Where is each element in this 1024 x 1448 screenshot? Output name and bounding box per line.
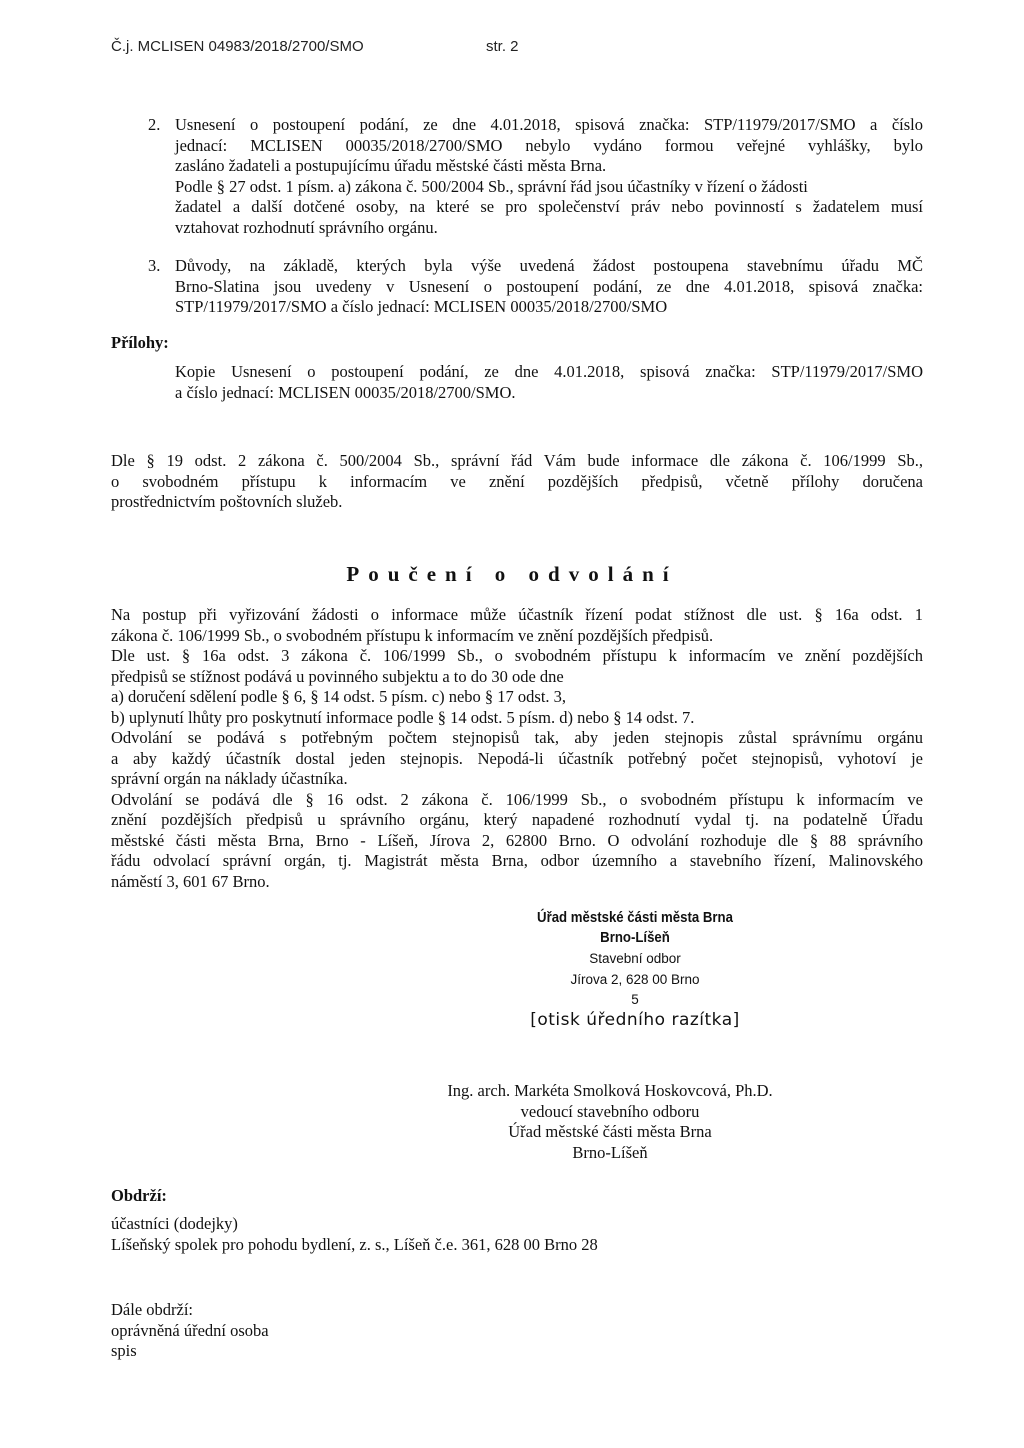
item-3-line: STP/11979/2017/SMO a číslo jednací: MCLISEN 00035/2018/2700/SMO	[175, 297, 668, 316]
appeal-heading: Poučení o odvolání	[346, 562, 678, 586]
appeal-line: řádu odvolací správní orgán, tj. Magistrát města Brna, odbor územního a stavebního řízení, Malinovského	[111, 851, 923, 870]
item-2-line: vztahovat rozhodnutí správního orgánu.	[175, 217, 438, 237]
signatory-role: vedoucí stavebního odboru	[520, 1101, 700, 1121]
attachment-line: a číslo jednací: MCLISEN 00035/2018/2700/SMO.	[175, 382, 516, 402]
item-3-body	[175, 256, 923, 318]
item-3-number: 3.	[148, 256, 161, 275]
further-recipients	[111, 1300, 511, 1362]
appeal-line: znění pozdějších předpisů u správního orgánu, který napadené rozhodnutí vydal tj. na podatelně Úřadu	[111, 810, 923, 829]
appeal-line: a) doručení sdělení podle § 6, § 14 odst. 5 písm. c) nebo § 17 odst. 3,	[111, 687, 567, 706]
recipients-list	[111, 1214, 923, 1255]
appeal-line: b) uplynutí lhůty pro poskytnutí informace podle § 14 odst. 5 písm. d) nebo § 14 odst. 7.	[111, 707, 695, 727]
recipients-label: Obdrží:	[111, 1186, 167, 1205]
appeal-line: správní orgán na náklady účastníka.	[111, 769, 348, 788]
delivery-info-line: prostřednictvím poštovních služeb.	[111, 492, 343, 511]
stamp-number: 5	[631, 992, 639, 1007]
appeal-line: náměstí 3, 601 67 Brno.	[111, 871, 270, 891]
item-2-body	[175, 115, 923, 238]
stamp-district: Brno-Líšeň	[600, 929, 670, 946]
appeal-line: městské části města Brna, Brno - Líšeň, Jírova 2, 62800 Brno. O odvolání rozhoduje dle § 88 správního	[111, 830, 923, 850]
stamp-placeholder-note: [otisk úředního razítka]	[530, 1010, 740, 1030]
appeal-line: Dle ust. § 16a odst. 3 zákona č. 106/1999 Sb., o svobodném přístupu k informacím ve znění pozdějších	[111, 646, 923, 665]
attachment-line: Kopie Usnesení o postoupení podání, ze dne 4.01.2018, spisová značka: STP/11979/2017/SMO	[175, 362, 923, 381]
item-2-number: 2.	[148, 115, 161, 134]
attachments-body	[175, 362, 923, 403]
signatory-place: Brno-Líšeň	[572, 1142, 648, 1162]
further-recipient-item: oprávněná úřední osoba	[111, 1320, 269, 1340]
page-number: str. 2	[486, 38, 519, 55]
appeal-line: předpisů se stížnost podává u povinného subjektu a to do 30 ode dne	[111, 666, 564, 686]
appeal-line: Odvolání se podává s potřebným počtem stejnopisů tak, aby jeden stejnopis zůstal správnímu orgánu	[111, 728, 923, 747]
stamp-address: Jírova 2, 628 00 Brno	[570, 972, 700, 987]
appeal-line: Odvolání se podává dle § 16 odst. 2 zákona č. 106/1999 Sb., o svobodném přístupu k informacím ve	[111, 789, 923, 809]
appeal-line: Na postup při vyřizování žádosti o informace může účastník řízení podat stížnost dle ust. § 16a odst. 1	[111, 605, 923, 624]
delivery-info	[111, 451, 923, 513]
reference-number: Č.j. MCLISEN 04983/2018/2700/SMO	[111, 38, 364, 55]
item-3-line: Důvody, na základě, kterých byla výše uvedená žádost postoupena stavebnímu úřadu MČ	[175, 256, 923, 275]
item-3-line: Brno-Slatina jsou uvedeny v Usnesení o postoupení podání, ze dne 4.01.2018, spisová značka:	[175, 276, 923, 296]
stamp-office: Úřad městské části města Brna	[537, 909, 733, 926]
item-2-line: Usnesení o postoupení podání, ze dne 4.01.2018, spisová značka: STP/11979/2017/SMO a číslo	[175, 115, 923, 134]
recipient-item: účastníci (dodejky)	[111, 1214, 238, 1233]
item-2-line: zasláno žadateli a postupujícímu úřadu městské části města Brna.	[175, 156, 607, 175]
signatory-office: Úřad městské části města Brna	[508, 1122, 712, 1141]
signature-block	[400, 1081, 820, 1163]
signatory-name: Ing. arch. Markéta Smolková Hoskovcová, Ph.D.	[447, 1081, 773, 1100]
further-recipients-label: Dále obdrží:	[111, 1300, 194, 1319]
appeal-line: a aby každý účastník dostal jeden stejnopis. Nepodá-li účastník potřebný počet stejnopisů, vyhotoví je	[111, 748, 923, 768]
delivery-info-line: o svobodném přístupu k informacím ve znění pozdějších předpisů, včetně přílohy doručena	[111, 471, 923, 491]
office-stamp	[470, 908, 800, 1009]
appeal-body	[111, 605, 923, 892]
item-2-line: jednací: MCLISEN 00035/2018/2700/SMO nebylo vydáno formou veřejné vyhlášky, bylo	[175, 135, 923, 155]
item-2-line: žadatel a další dotčené osoby, na které se pro společenství práv nebo povinností s žadatelem musí	[175, 197, 923, 216]
appeal-line: zákona č. 106/1999 Sb., o svobodném přístupu k informacím ve znění pozdějších předpisů.	[111, 625, 714, 645]
attachments-label: Přílohy:	[111, 333, 169, 352]
stamp-department: Stavební odbor	[589, 951, 681, 966]
item-2-line: Podle § 27 odst. 1 písm. a) zákona č. 500/2004 Sb., správní řád jsou účastníky v řízení o žádosti	[175, 176, 808, 196]
delivery-info-line: Dle § 19 odst. 2 zákona č. 500/2004 Sb., správní řád Vám bude informace dle zákona č. 106/1999 Sb.,	[111, 451, 923, 470]
further-recipient-item: spis	[111, 1341, 137, 1360]
recipient-item: Líšeňský spolek pro pohodu bydlení, z. s., Líšeň č.e. 361, 628 00 Brno 28	[111, 1234, 598, 1254]
